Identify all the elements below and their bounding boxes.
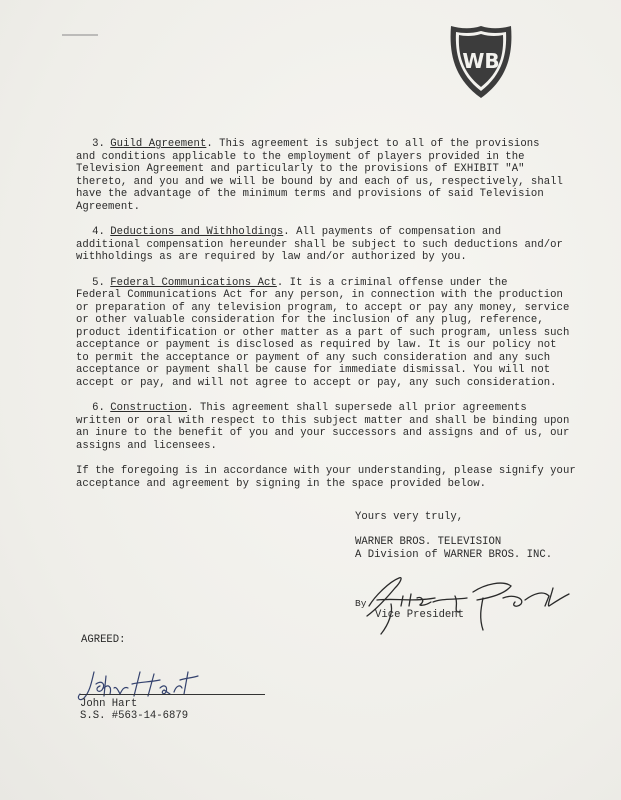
paragraph-construction <box>76 402 576 452</box>
signer-title: Vice President <box>375 609 465 621</box>
paragraph-number: 5. <box>92 276 105 289</box>
letter-body <box>76 138 576 503</box>
handwritten-signature-icon <box>355 576 575 636</box>
paragraph-number: 4. <box>92 226 105 238</box>
agreed-label: AGREED: <box>81 634 126 646</box>
company-name: WARNER BROS. TELEVISION <box>355 536 502 548</box>
wb-shield-logo <box>449 24 513 100</box>
paragraph-number: 6. <box>92 402 105 414</box>
signature-line <box>80 694 265 695</box>
paragraph-heading: Guild Agreement <box>110 138 207 150</box>
paragraph-text: . All payments of compensation and additional compensation hereunder shall be subject to such deductions and/or withholdings as are required by law and/or authorized by you. <box>76 226 563 263</box>
logo-text: WB <box>462 49 500 73</box>
paragraph-text: . This agreement is subject to all of the provisions and conditions applicable to the employment of players provided in the Television Agreement and particularly to the provisions of EXHIBIT "A" thereto, and you and we will be bound by and each of us, respectively, shall have the advantage of the minimum terms and provisions of said Television Agreement. <box>76 138 563 213</box>
salutation: Yours very truly, <box>355 511 464 523</box>
agreed-ss-number: S.S. #563-14-6879 <box>80 710 189 722</box>
agreed-name: John Hart <box>80 698 138 710</box>
paragraph-deductions <box>76 226 576 264</box>
company-division: A Division of WARNER BROS. INC. <box>355 548 553 561</box>
paragraph-text: . This agreement shall supersede all prior agreements written or oral with respect to this subject matter and shall be binding upon an inure to the benefit of you and your successors and assigns and of us, our assigns and licensees. <box>76 402 570 452</box>
company-signature-block <box>355 576 575 636</box>
paper-mark <box>62 34 98 36</box>
paragraph-heading: Construction <box>110 402 188 414</box>
by-label: By <box>355 598 367 609</box>
paragraph-text: . It is a criminal offense under the Federal Communications Act for any person, in connection with the production or preparation of any television program, to accept or pay any money, service or other valuable consideration for the inclusion of any plug, reference, product identification or other matter as a part of such program, unless such acceptance or payment is disclosed as required by law. It is our policy not to permit the acceptance or payment of any such consideration and any such acceptance or payment shall be cause for immediate dismissal. You will not accept or pay, and will not agree to accept or pay, any such consideration. <box>76 276 570 389</box>
closing-block <box>355 511 552 561</box>
paragraph-fcc-act <box>76 277 576 390</box>
paragraph-guild-agreement <box>76 138 576 213</box>
paragraph-number: 3. <box>92 138 105 150</box>
paragraph-heading: Deductions and Withholdings <box>110 226 284 238</box>
paragraph-heading: Federal Communications Act <box>110 276 277 289</box>
agreed-signature-block <box>70 666 270 726</box>
closing-paragraph: If the foregoing is in accordance with your understanding, please signify your acceptance and agreement by signing in the space provided below. <box>76 465 576 490</box>
